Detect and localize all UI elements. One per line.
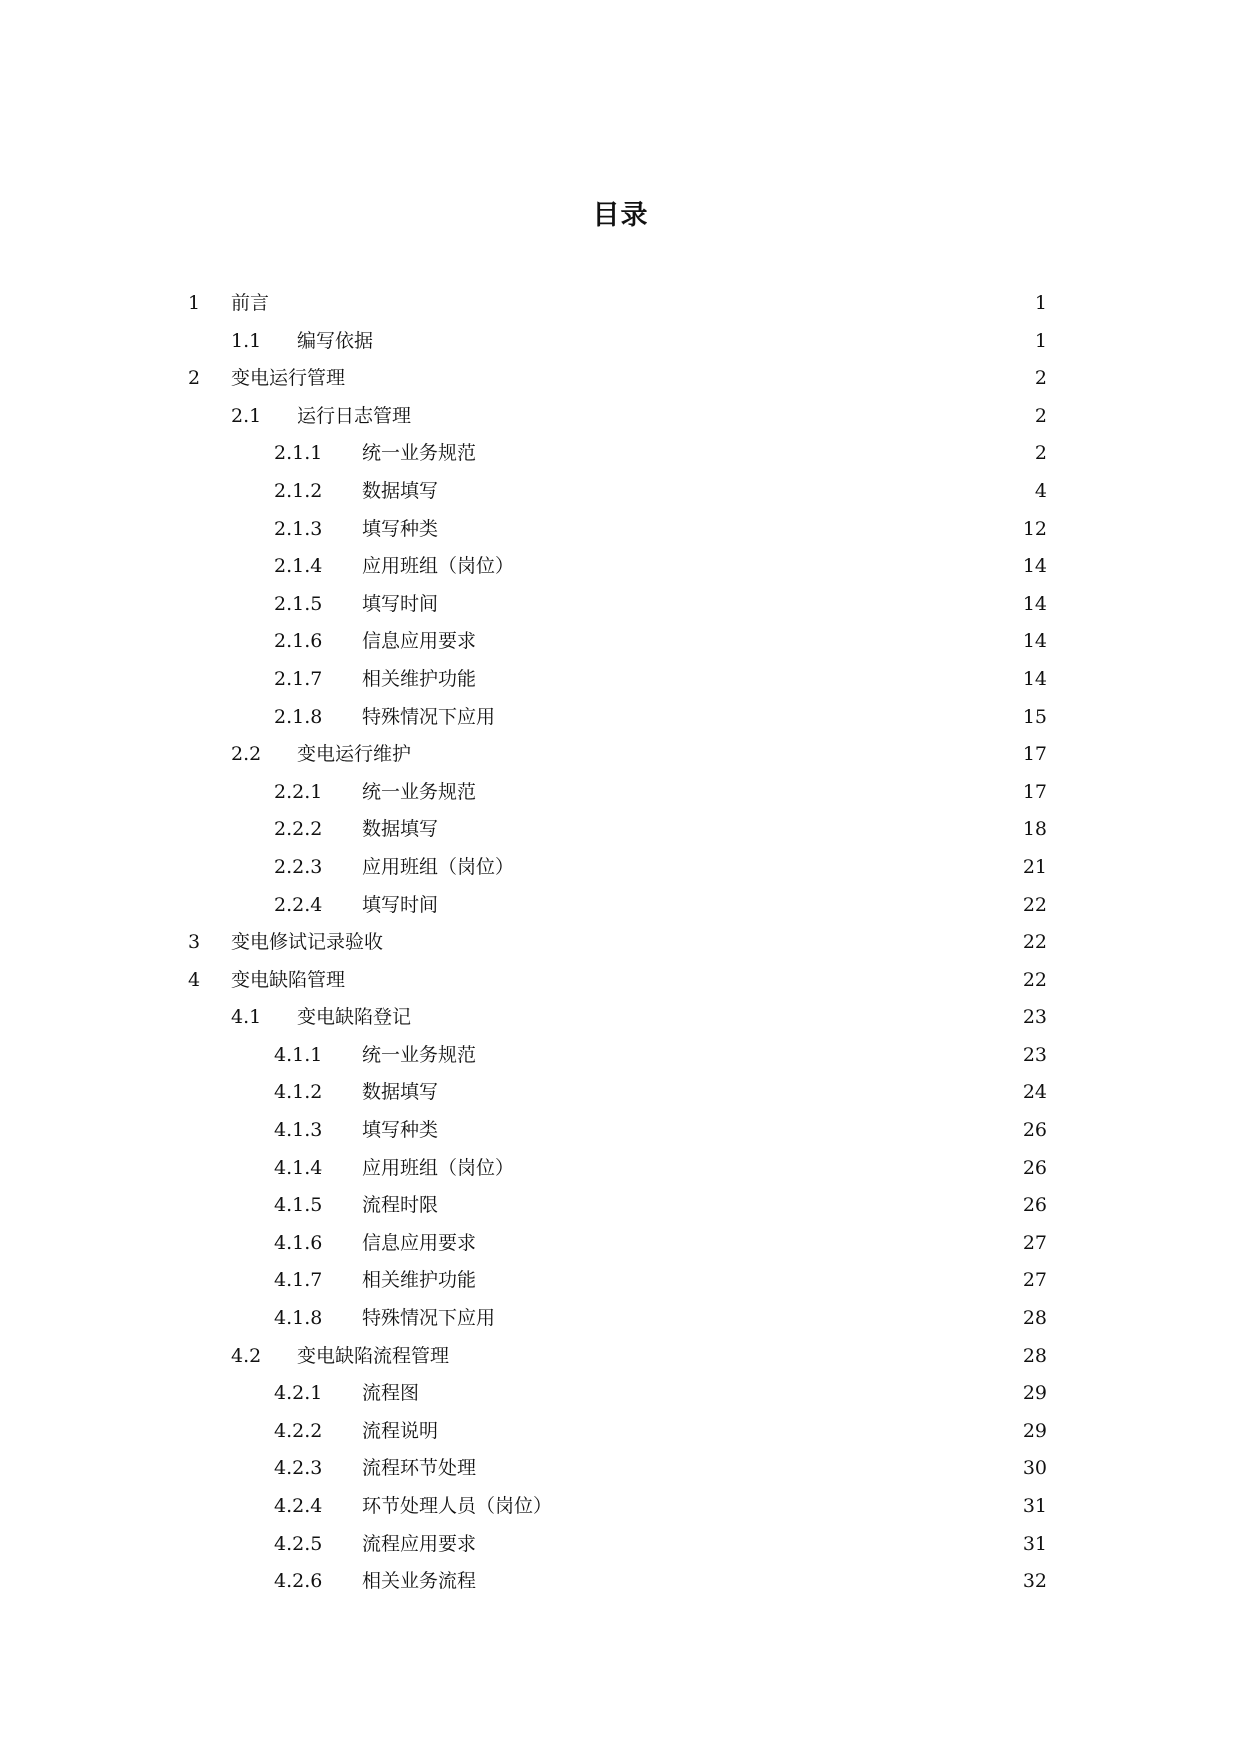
toc-entry-text-row <box>362 774 1025 812</box>
toc-dot-leader <box>384 930 1025 949</box>
toc-entry-text-row <box>362 1112 1025 1150</box>
toc-entry-number: 1 <box>188 292 201 314</box>
toc-entry-text-row <box>297 398 1036 436</box>
toc-entry[interactable] <box>0 1413 1241 1451</box>
toc-entry-page-number: 14 <box>1022 623 1047 661</box>
toc-entry[interactable] <box>0 435 1241 473</box>
table-of-contents <box>0 285 1241 1601</box>
toc-entry-label: 环节处理人员（岗位） <box>362 1495 553 1517</box>
toc-entry-number: 2.1 <box>231 404 262 427</box>
toc-entry-text-row <box>362 511 1025 549</box>
toc-entry[interactable] <box>0 887 1241 925</box>
toc-entry-label: 应用班组（岗位） <box>362 555 515 578</box>
toc-entry[interactable] <box>0 360 1241 398</box>
toc-entry[interactable] <box>0 1262 1241 1300</box>
toc-entry[interactable] <box>0 1187 1241 1225</box>
toc-entry-page-number: 26 <box>1022 1112 1047 1150</box>
toc-entry-number: 2.2.1 <box>274 780 323 803</box>
toc-entry[interactable] <box>0 473 1241 511</box>
toc-entry-text-row <box>362 661 1025 699</box>
toc-entry-text-row <box>362 1300 1025 1338</box>
toc-dot-leader <box>439 1419 1025 1438</box>
toc-entry-text-row <box>362 435 1036 473</box>
toc-entry-number: 2.1.2 <box>274 479 323 502</box>
toc-entry-text-row <box>362 1225 1025 1263</box>
toc-entry-number: 4.1.3 <box>274 1119 323 1142</box>
toc-entry-text-row <box>362 699 1025 737</box>
toc-entry-label: 前言 <box>231 292 270 314</box>
toc-entry-text-row <box>362 1563 1025 1601</box>
toc-entry-number: 4.2.5 <box>274 1532 323 1555</box>
toc-entry-page-number: 26 <box>1022 1187 1047 1225</box>
toc-entry-page-number: 31 <box>1022 1488 1047 1526</box>
toc-entry-number: 4.2.6 <box>274 1570 323 1593</box>
toc-entry-number: 3 <box>188 931 201 954</box>
toc-entry[interactable] <box>0 323 1241 361</box>
toc-dot-leader <box>477 1268 1025 1287</box>
toc-entry-label: 统一业务规范 <box>362 780 477 803</box>
toc-entry-text-row <box>362 586 1025 624</box>
toc-entry-number: 2.2.2 <box>274 818 323 841</box>
toc-dot-leader <box>477 780 1025 799</box>
toc-entry-label: 相关业务流程 <box>362 1570 477 1593</box>
toc-title: 目录 <box>592 200 649 231</box>
toc-entry-number: 2.1.5 <box>274 592 323 615</box>
toc-dot-leader <box>477 667 1025 686</box>
toc-entry-number: 4.2.2 <box>274 1419 323 1442</box>
toc-dot-leader <box>477 1569 1025 1588</box>
toc-dot-leader <box>270 291 1036 310</box>
toc-dot-leader <box>374 329 1036 348</box>
toc-entry-number: 4.2.3 <box>274 1457 323 1480</box>
toc-entry-number: 4.2.1 <box>274 1382 323 1405</box>
toc-dot-leader <box>412 742 1025 761</box>
toc-entry-text-row <box>362 1450 1025 1488</box>
toc-entry[interactable] <box>0 924 1241 962</box>
toc-dot-leader <box>439 1080 1025 1099</box>
toc-entry-text-row <box>362 1262 1025 1300</box>
toc-dot-leader <box>439 479 1036 498</box>
toc-entry[interactable] <box>0 736 1241 774</box>
toc-entry-number: 2.1.7 <box>274 667 323 690</box>
toc-entry[interactable] <box>0 1112 1241 1150</box>
toc-entry-number: 2.2.3 <box>274 855 323 878</box>
toc-entry-label: 填写时间 <box>362 893 439 916</box>
toc-entry-text-row <box>231 924 1025 962</box>
toc-entry-number: 4.1.1 <box>274 1043 323 1066</box>
toc-entry[interactable] <box>0 811 1241 849</box>
toc-entry[interactable] <box>0 511 1241 549</box>
toc-entry-label: 变电缺陷登记 <box>297 1006 412 1029</box>
toc-entry-number: 4 <box>188 968 201 991</box>
toc-entry[interactable] <box>0 586 1241 624</box>
toc-entry-page-number: 22 <box>1022 962 1047 1000</box>
toc-entry-number: 2.2 <box>231 743 262 766</box>
toc-entry-label: 变电修试记录验收 <box>231 931 384 954</box>
toc-entry-page-number: 29 <box>1022 1375 1047 1413</box>
toc-entry-label: 变电缺陷管理 <box>231 968 346 991</box>
toc-entry-page-number: 2 <box>1034 435 1047 473</box>
toc-entry-text-row <box>362 1037 1025 1075</box>
toc-dot-leader <box>412 404 1036 423</box>
toc-entry-page-number: 17 <box>1022 774 1047 812</box>
toc-entry-label: 统一业务规范 <box>362 442 477 465</box>
toc-entry-page-number: 1 <box>1034 285 1047 323</box>
toc-dot-leader <box>450 1344 1025 1363</box>
toc-entry-page-number: 21 <box>1022 849 1047 887</box>
toc-entry[interactable] <box>0 1488 1241 1526</box>
toc-dot-leader <box>439 817 1025 836</box>
toc-entry[interactable] <box>0 1338 1241 1376</box>
toc-entry-number: 4.1.5 <box>274 1194 323 1217</box>
toc-entry-label: 流程说明 <box>362 1419 439 1442</box>
toc-entry-label: 相关维护功能 <box>362 667 477 690</box>
toc-entry-number: 2.1.1 <box>274 442 323 465</box>
toc-entry[interactable] <box>0 962 1241 1000</box>
toc-entry-label: 流程应用要求 <box>362 1532 477 1555</box>
toc-entry-page-number: 32 <box>1022 1563 1047 1601</box>
toc-dot-leader <box>496 1306 1025 1325</box>
toc-entry-text-row <box>362 1413 1025 1451</box>
toc-entry-number: 2.1.4 <box>274 555 323 578</box>
toc-dot-leader <box>477 441 1036 460</box>
toc-entry-label: 流程图 <box>362 1382 420 1405</box>
toc-entry-text-row <box>297 1338 1025 1376</box>
toc-entry-page-number: 29 <box>1022 1413 1047 1451</box>
toc-entry[interactable] <box>0 398 1241 436</box>
toc-entry-number: 4.1.4 <box>274 1156 323 1179</box>
toc-entry-number: 1.1 <box>231 329 262 352</box>
toc-entry-text-row <box>231 285 1036 323</box>
toc-entry[interactable] <box>0 1300 1241 1338</box>
toc-entry[interactable] <box>0 623 1241 661</box>
toc-entry-text-row <box>231 962 1025 1000</box>
toc-entry[interactable] <box>0 774 1241 812</box>
toc-entry-label: 运行日志管理 <box>297 404 412 427</box>
toc-entry-label: 特殊情况下应用 <box>362 1307 496 1330</box>
toc-entry-label: 流程时限 <box>362 1194 439 1217</box>
toc-entry[interactable] <box>0 1037 1241 1075</box>
toc-entry-page-number: 14 <box>1022 548 1047 586</box>
toc-entry-page-number: 24 <box>1022 1074 1047 1112</box>
toc-entry[interactable] <box>0 1375 1241 1413</box>
toc-entry-text-row <box>362 849 1025 887</box>
toc-dot-leader <box>412 1005 1025 1024</box>
toc-entry-page-number: 28 <box>1022 1300 1047 1338</box>
toc-entry-text-row <box>362 811 1025 849</box>
toc-dot-leader <box>553 1494 1025 1513</box>
toc-dot-leader <box>477 1456 1025 1475</box>
toc-dot-leader <box>439 1118 1025 1137</box>
toc-entry-page-number: 12 <box>1022 511 1047 549</box>
toc-entry-page-number: 28 <box>1022 1338 1047 1376</box>
toc-entry-text-row <box>297 323 1036 361</box>
toc-entry-text-row <box>297 736 1025 774</box>
toc-entry-page-number: 27 <box>1022 1225 1047 1263</box>
toc-entry-number: 4.1.7 <box>274 1269 323 1292</box>
toc-entry-page-number: 14 <box>1022 661 1047 699</box>
toc-dot-leader <box>477 1532 1025 1551</box>
toc-entry[interactable] <box>0 285 1241 323</box>
toc-entry-text-row <box>362 473 1036 511</box>
toc-entry[interactable] <box>0 1225 1241 1263</box>
toc-entry-number: 4.1.8 <box>274 1307 323 1330</box>
toc-entry-text-row <box>362 1074 1025 1112</box>
toc-entry[interactable] <box>0 1526 1241 1564</box>
toc-entry-label: 变电缺陷流程管理 <box>297 1344 450 1367</box>
toc-entry-label: 应用班组（岗位） <box>362 1156 515 1179</box>
toc-dot-leader <box>515 855 1025 874</box>
toc-entry[interactable] <box>0 1450 1241 1488</box>
toc-entry-label: 应用班组（岗位） <box>362 855 515 878</box>
toc-entry[interactable] <box>0 699 1241 737</box>
toc-entry-number: 2 <box>188 367 201 390</box>
toc-entry-number: 4.1 <box>231 1006 262 1029</box>
toc-entry-number: 4.2 <box>231 1344 262 1367</box>
toc-entry-text-row <box>362 1375 1025 1413</box>
toc-dot-leader <box>477 1231 1025 1250</box>
toc-entry-label: 相关维护功能 <box>362 1269 477 1292</box>
toc-entry-text-row <box>231 360 1036 398</box>
toc-dot-leader <box>477 1043 1025 1062</box>
toc-entry-page-number: 2 <box>1034 398 1047 436</box>
toc-entry-label: 变电运行维护 <box>297 743 412 766</box>
toc-entry-page-number: 22 <box>1022 887 1047 925</box>
toc-entry-text-row <box>362 548 1025 586</box>
toc-entry-page-number: 31 <box>1022 1526 1047 1564</box>
toc-dot-leader <box>346 968 1025 987</box>
toc-entry[interactable] <box>0 548 1241 586</box>
toc-entry-number: 2.1.8 <box>274 705 323 728</box>
toc-dot-leader <box>515 1156 1025 1175</box>
toc-entry-label: 数据填写 <box>362 1081 439 1104</box>
toc-dot-leader <box>515 554 1025 573</box>
toc-entry-label: 流程环节处理 <box>362 1457 477 1480</box>
toc-entry-page-number: 4 <box>1034 473 1047 511</box>
toc-entry-text-row <box>362 1526 1025 1564</box>
toc-entry-label: 编写依据 <box>297 329 374 352</box>
toc-entry-label: 数据填写 <box>362 818 439 841</box>
toc-entry-number: 4.1.6 <box>274 1231 323 1254</box>
toc-entry-page-number: 27 <box>1022 1262 1047 1300</box>
toc-entry-text-row <box>362 1150 1025 1188</box>
toc-entry[interactable] <box>0 1150 1241 1188</box>
toc-entry-page-number: 17 <box>1022 736 1047 774</box>
toc-entry-page-number: 30 <box>1022 1450 1047 1488</box>
toc-entry-page-number: 15 <box>1022 699 1047 737</box>
toc-entry-number: 2.1.6 <box>274 630 323 653</box>
toc-entry[interactable] <box>0 849 1241 887</box>
toc-entry-label: 数据填写 <box>362 479 439 502</box>
toc-entry-text-row <box>297 999 1025 1037</box>
toc-entry-label: 统一业务规范 <box>362 1043 477 1066</box>
toc-entry[interactable] <box>0 1563 1241 1601</box>
toc-entry-page-number: 2 <box>1034 360 1047 398</box>
toc-dot-leader <box>477 629 1025 648</box>
toc-entry[interactable] <box>0 661 1241 699</box>
toc-dot-leader <box>439 517 1025 536</box>
toc-dot-leader <box>439 1193 1025 1212</box>
toc-entry-page-number: 14 <box>1022 586 1047 624</box>
toc-entry-text-row <box>362 1488 1025 1526</box>
toc-entry-label: 填写时间 <box>362 592 439 615</box>
toc-entry-number: 2.2.4 <box>274 893 323 916</box>
toc-entry-page-number: 26 <box>1022 1150 1047 1188</box>
toc-entry-label: 填写种类 <box>362 517 439 540</box>
toc-dot-leader <box>420 1381 1025 1400</box>
toc-entry-number: 4.1.2 <box>274 1081 323 1104</box>
toc-dot-leader <box>496 705 1025 724</box>
toc-entry-text-row <box>362 887 1025 925</box>
toc-entry-number: 2.1.3 <box>274 517 323 540</box>
toc-entry-page-number: 23 <box>1022 999 1047 1037</box>
toc-entry-page-number: 23 <box>1022 1037 1047 1075</box>
toc-entry-page-number: 22 <box>1022 924 1047 962</box>
toc-entry-number: 4.2.4 <box>274 1495 323 1517</box>
toc-entry-text-row <box>362 623 1025 661</box>
toc-entry-label: 填写种类 <box>362 1119 439 1142</box>
toc-entry-page-number: 18 <box>1022 811 1047 849</box>
toc-entry-label: 信息应用要求 <box>362 1231 477 1254</box>
toc-entry[interactable] <box>0 999 1241 1037</box>
toc-dot-leader <box>439 893 1025 912</box>
toc-entry-label: 变电运行管理 <box>231 367 346 390</box>
toc-entry[interactable] <box>0 1074 1241 1112</box>
toc-entry-text-row <box>362 1187 1025 1225</box>
toc-dot-leader <box>346 366 1036 385</box>
toc-entry-label: 信息应用要求 <box>362 630 477 653</box>
toc-dot-leader <box>439 592 1025 611</box>
toc-entry-page-number: 1 <box>1034 323 1047 361</box>
toc-entry-label: 特殊情况下应用 <box>362 705 496 728</box>
